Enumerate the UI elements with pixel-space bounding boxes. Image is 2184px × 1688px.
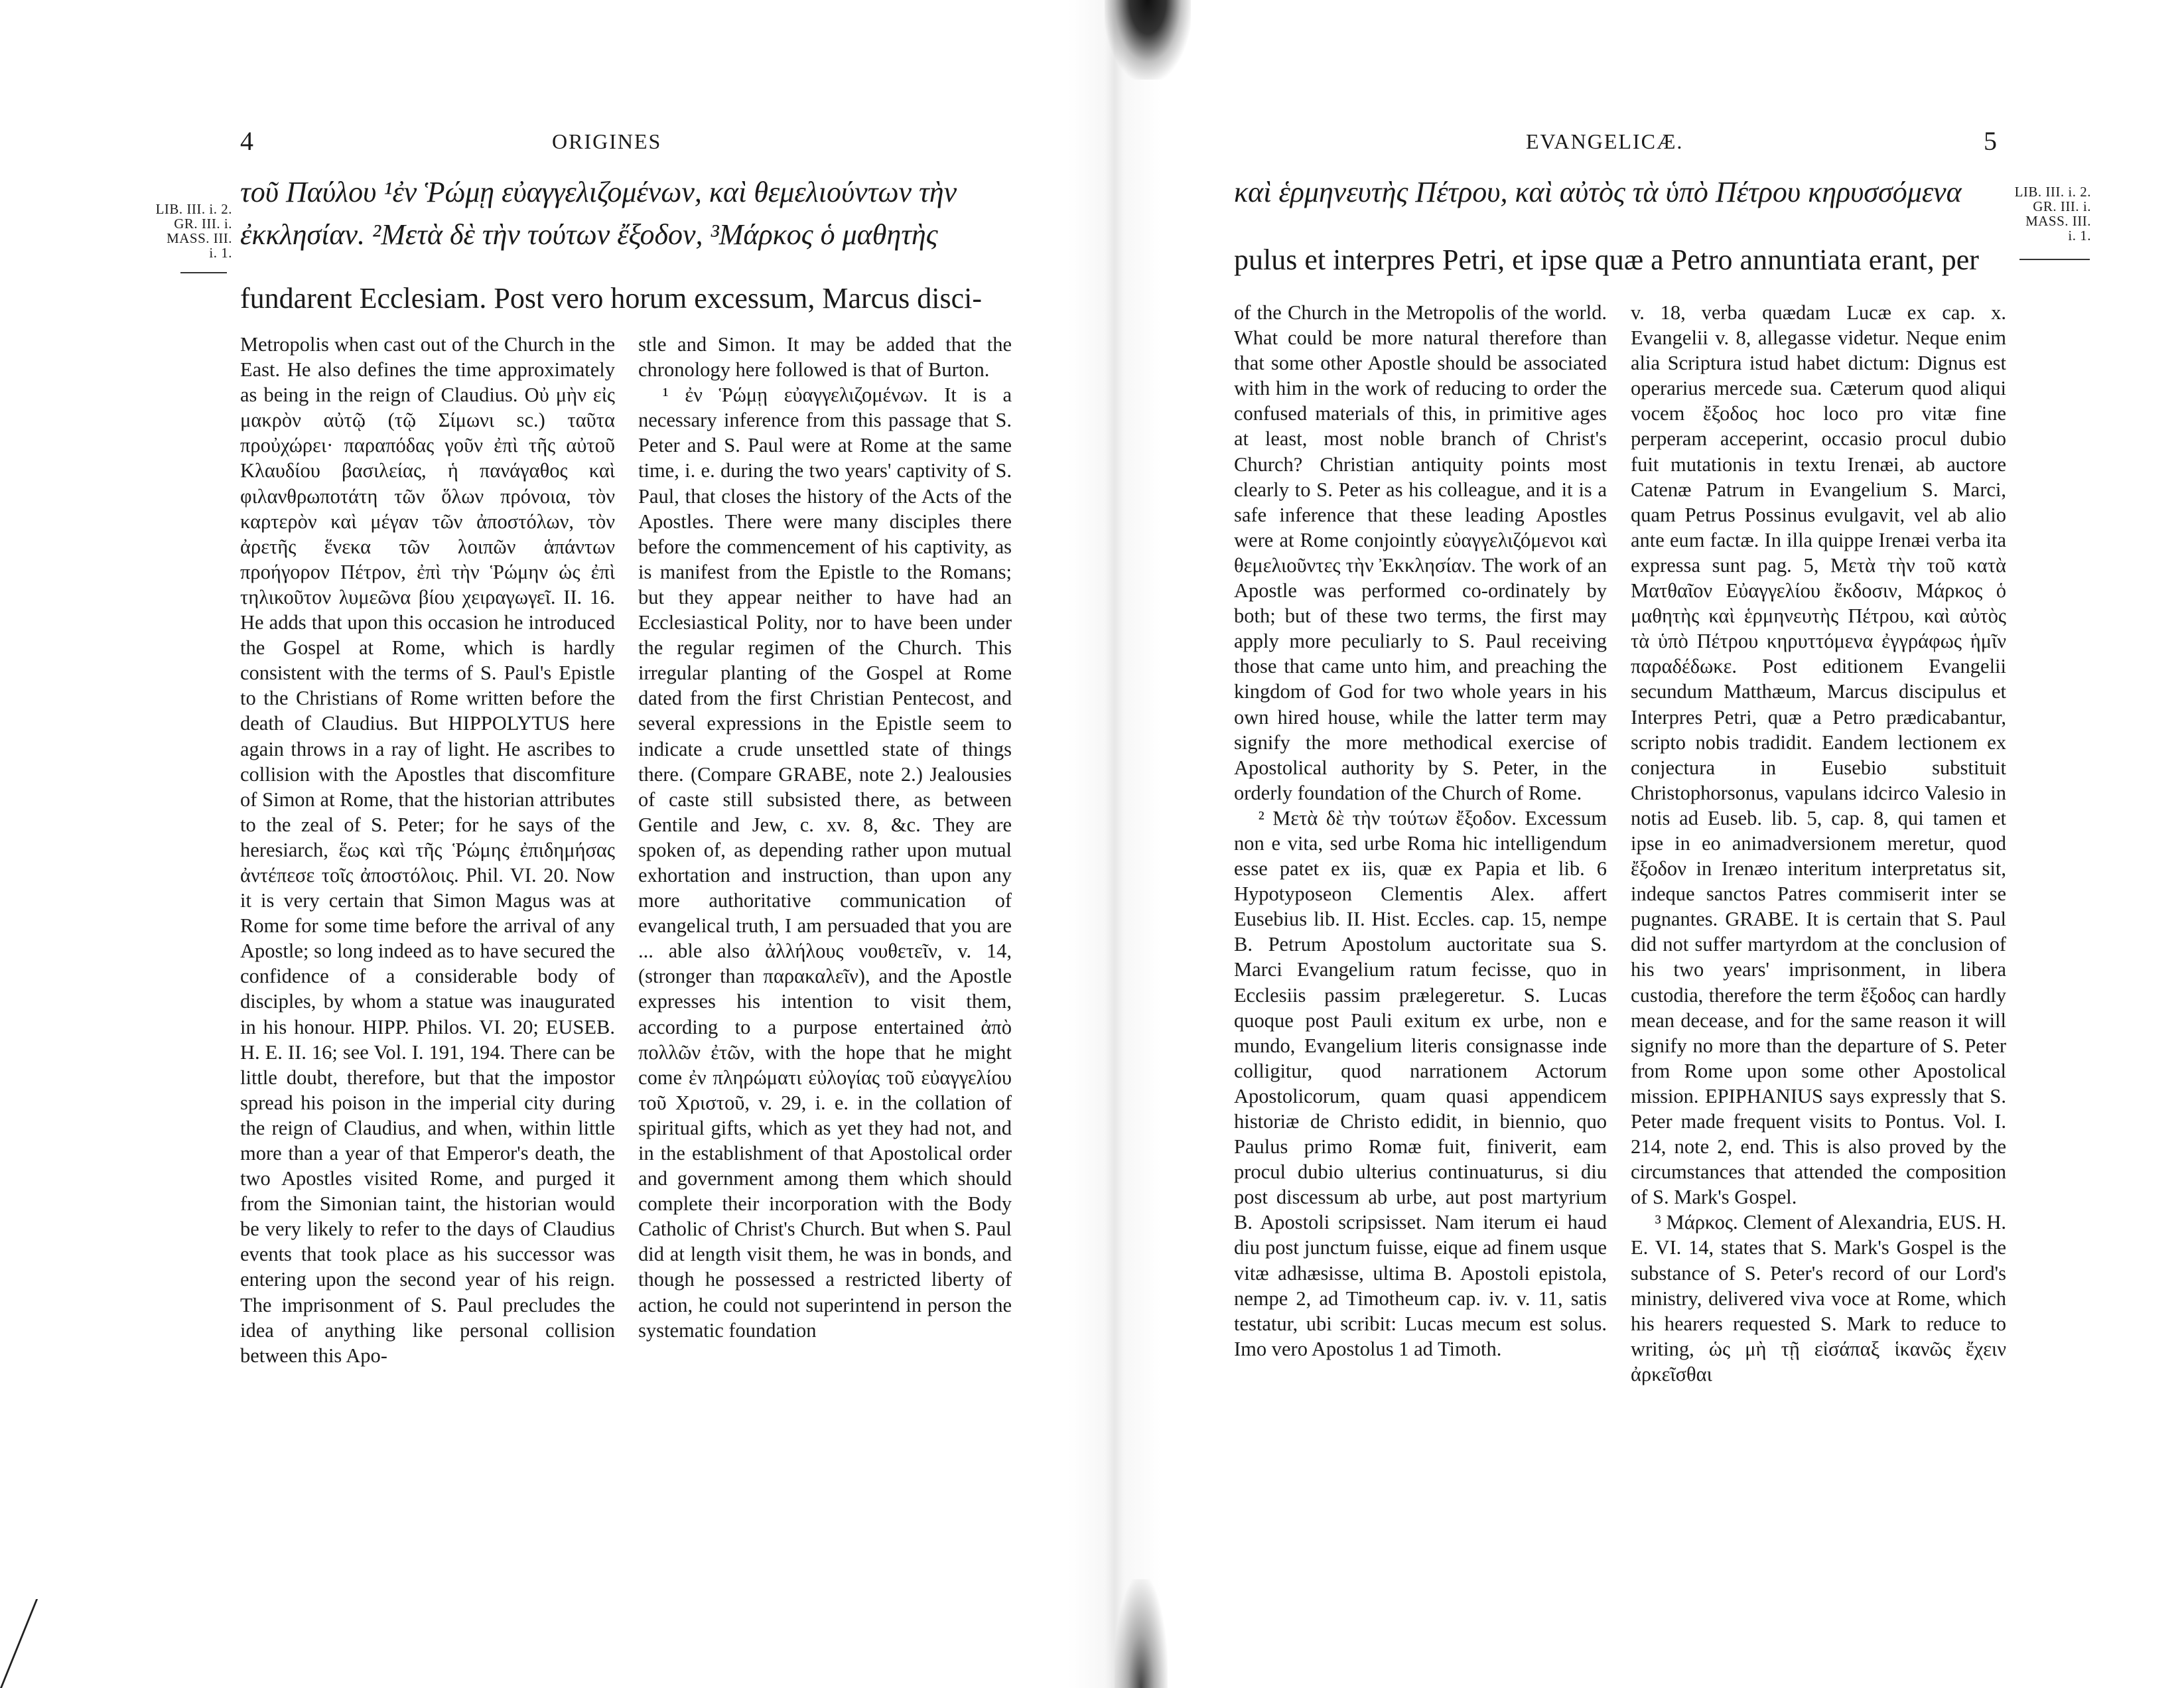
footnote-paragraph: stle and Simon. It may be added that the chronology here followed is that of Burton. [638,333,1012,382]
running-head: ORIGINES [552,129,662,153]
side-reference [154,202,232,273]
footnote-column-1 [240,332,615,1368]
footnote-paragraph: ² Μετὰ δὲ τὴν τούτων ἔξοδον. Excessum non e vita, sed urbe Roma hic intelligendum esse patet ex iis, quæ ex Papia et lib. 6 Hypotyposeon Clementis Alex. affert Eusebius lib. II. Hist. Eccles. cap. 15, nempe B. Petrum Apostolum auctoritate sua S. Marci Evangelium ratum fecisse, quo in Ecclesiis passim prælegeretur. S. Lucas quoque post Pauli exitum ex urbe, non e mundo, Evangelium literis consignasse inde colligitur, quod narrationem Actorum Apostolicorum, quam quasi appendicem historiæ de Christo edidit, in biennio, quo Paulus primo Romæ fuit, finiverit, eam procul dubio ulterius continuaturus, si diu post discessum ab urbe, aut post martyrium B. Apostoli scripsisset. Nam iterum ei haud diu post junctum fuisse, eique ad finem usque vitæ adhæsisse, ultima B. Apostoli epistola, nempe 2, ad Timotheum cap. iv. v. 11, satis testatur, ubi scribit: Lucas mecum est solus. Imo vero Apostolus 1 ad Timoth. [1234,806,1607,1360]
greek-text-line: ἐκκλησίαν. ²Μετὰ δὲ τὴν τούτων ἔξοδον, ³Μάρκος ὁ μαθητὴς [240,218,938,251]
side-reference [2005,184,2091,243]
footnote-paragraph: v. 18, verba quædam Lucæ ex cap. x. Evangelii v. 8, allegasse videtur. Neque enim alia Scriptura istud habet dictum: Dignus est operarius mercede sua. Cæterum quod aliqui vocem ἔξοδος hoc loco pro vitæ fine perperam acceperint, occasio procul dubio fuit mutationis in textu Irenæi, ab auctore Catenæ Patrum in Evangelium S. Marci, quam Petrus Possinus evulgavit, vel ab alio ante eum factæ. In illa quippe Irenæi verba ita expressa sunt pag. 5, Μετὰ τὴν τοῦ κατὰ Ματθαῖον Εὐαγγελίου ἔκδοσιν, Μάρκος ὁ μαθητὴς καὶ ἑρμηνευτὴς Πέτρου, καὶ αὐτὸς τὰ ὑπὸ Πέτρου κηρυττόμενα ἐγγράφως ἡμῖν παραδέδωκε. Post editionem Evangelii secundum Matthæum, Marcus discipulus et Interpres Petri, quæ a Petro prædicabantur, scripto nobis tradidit. Eandem lectionem ex conjectura in Eusebio substituit Christophorsonus, vapulans idcirco Valesio in notis ad Euseb. lib. 5, cap. 8, qui tamen et ipse in eo animadversionem meretur, quod ἔξοδον in Irenæo interitum interpretatus sit, indeque sanctos Patres commiserit inter se pugnantes. GRABE. It is certain that S. Paul did not suffer martyrdom at the conclusion of his two years' imprisonment, in libera custodia, therefore the term ἔξοδος can hardly mean decease, and for the same reason it will signify no more than the departure of S. Peter from Rome upon some other Apostolical mission. EPIPHANIUS says expressly that S. Peter made frequent visits to Pontus. Vol. I. 214, note 2, end. This is also proved by the circumstances that attended the composition of S. Mark's Gospel. [1631,301,2006,1209]
greek-text-line: καὶ ἑρμηνευτὴς Πέτρου, καὶ αὐτὸς τὰ ὑπὸ Πέτρου κηρυσσόμενα [1234,176,1962,208]
latin-text-line: fundarent Ecclesiam. Post vero horum excessum, Marcus disci- [240,282,983,315]
footnote-column-1 [1234,300,1607,1362]
latin-text-line: pulus et interpres Petri, et ipse quæ a Petro annuntiata erant, per [1234,244,1979,276]
greek-text-line: τοῦ Παύλου ¹ἐν Ῥώμῃ εὐαγγελιζομένων, καὶ θεμελιούντων τὴν [240,176,957,208]
side-reference-line: MASS. III. [2025,213,2091,229]
running-head: EVANGELICÆ. [1526,129,1684,153]
footnote-paragraph: Metropolis when cast out of the Church in the East. He also defines the time approximately as being in the reign of Claudius. Οὐ μὴν εἰς μακρὸν αὐτῷ (τῷ Σίμωνι sc.) ταῦτα προὐχώρει· παραπόδας γοῦν ἐπὶ τῆς αὐτοῦ Κλαυδίου βασιλείας, ἡ πανάγαθος καὶ φιλανθρωποτάτη τῶν ὅλων πρόνοια, τὸν καρτερὸν καὶ μέγαν τῶν ἀποστόλων, τὸν ἀρετῆς ἕνεκα τῶν λοιπῶν ἁπάντων προήγορον Πέτρον, ἐπὶ τὴν Ῥώμην ὡς ἐπὶ τηλικοῦτον λυμεῶνα βίου χειραγωγεῖ. II. 16. He adds that upon this occasion he introduced the Gospel at Rome, which is hardly consistent with the terms of S. Paul's Epistle to the Christians of Rome written before the death of Claudius. But HIPPOLYTUS here again throws in a ray of light. He ascribes to collision with the Apostles that discomfiture of Simon at Rome, that the historian attributes to the zeal of S. Peter; for he says of the heresiarch, ἕως καὶ τῆς Ῥώμης ἐπιδημήσας ἀντέπεσε τοῖς ἀποστόλοις. Phil. VI. 20. Now it is very certain that Simon Magus was at Rome for some time before the arrival of any Apostle; so long indeed as to have secured the confidence of a considerable body of disciples, by whom a statue was inaugurated in his honour. HIPP. Philos. VI. 20; EUSEB. H. E. II. 16; see Vol. I. 191, 194. There can be little doubt, therefore, but that the impostor spread his poison in the imperial city during the reign of Claudius, and when, within little more than a year of that Emperor's death, the two Apostles visited Rome, and purged it from the Simonian taint, the historian would be very likely to refer to the days of Claudius events that took place as his successor was entering upon the second year of his reign. The imprisonment of S. Paul precludes the idea of anything like personal collision between this Apo- [240,333,615,1367]
footnote-paragraph: of the Church in the Metropolis of the world. What could be more natural therefore than that some other Apostle should be associated with him in the work of reducing to order the confused materials of this, in primitive ages at least, most noble branch of Christ's Church? Christian antiquity points most clearly to S. Peter as his colleague, and it is a safe inference that these leading Apostles were at Rome conjointly εὐαγγελιζόμενοι καὶ θεμελιοῦντες τὴν Ἐκκλησίαν. The work of an Apostle was performed co-ordinately by both; but of these two terms, the first may apply more peculiarly to S. Paul receiving those that came unto him, and preaching the kingdom of God for two whole years in his own hired house, while the latter term may signify the more methodical exercise of Apostolical authority by S. Peter, in the orderly foundation of the Church of Rome. [1234,301,1607,804]
side-reference-line: LIB. III. i. 2. [2014,184,2091,200]
right-page [1092,0,2184,1688]
side-reference-line: i. 1. [209,245,232,261]
side-reference-line: MASS. III. [167,230,232,246]
side-reference-line: GR. III. i. [2033,198,2091,214]
side-reference-rule [180,272,227,273]
side-reference-line: LIB. III. i. 2. [155,201,232,217]
side-reference-line: GR. III. i. [174,216,232,232]
side-reference-rule [2019,259,2090,260]
footnote-paragraph: ³ Μάρκος. Clement of Alexandria, EUS. H. E. VI. 14, states that S. Mark's Gospel is the substance of S. Peter's record of our Lord's ministry, delivered viva voce at Rome, which his hearers requested S. Mark to reduce to writing, ὡς μὴ τῇ εἰσάπαξ ἱκανῶς ἔχειν ἀρκεῖσθαι [1631,1211,2006,1385]
footnote-column-2 [1631,300,2006,1387]
side-reference-line: i. 1. [2068,228,2091,244]
page-number: 4 [240,126,253,156]
footnote-column-2 [638,332,1012,1343]
page-number: 5 [1984,126,1997,156]
footnote-paragraph: ¹ ἐν Ῥώμῃ εὐαγγελιζομένων. It is a necessary inference from this passage that S. Peter and S. Paul were at Rome at the same time, i. e. during the two years' captivity of S. Paul, that closes the history of the Acts of the Apostles. There were many disciples there before the commencement of his captivity, as is manifest from the Epistle to the Romans; but they appear neither to have had an Ecclesiastical Polity, nor to have been under the regular regimen of the Church. This irregular planting of the Gospel at Rome dated from the first Christian Pentecost, and several expressions in the Epistle seem to indicate a crude unsettled state of things there. (Compare GRABE, note 2.) Jealousies of caste still subsisted there, as between Gentile and Jew, c. xv. 8, &c. They are spoken of, as depending rather upon mutual exhortation and instruction, than upon any more authoritative communication of evangelical truth, I am persuaded that you are ... able also ἀλλήλους νουθετεῖν, v. 14, (stronger than παρακαλεῖν), and the Apostle expresses his intention to visit them, according to a purpose entertained ἀπὸ πολλῶν ἐτῶν, with the hope that he might come ἐν πληρώματι εὐλογίας τοῦ εὐαγγελίου τοῦ Χριστοῦ, v. 29, i. e. in the collation of spiritual gifts, which as yet they had not, and in the establishment of that Apostolical order and government among them which should complete their incorporation with the Body Catholic of Christ's Church. But when S. Paul did at length visit them, he was in bonds, and though he possessed a restricted liberty of action, he could not superintend in person the systematic foundation [638,384,1012,1342]
